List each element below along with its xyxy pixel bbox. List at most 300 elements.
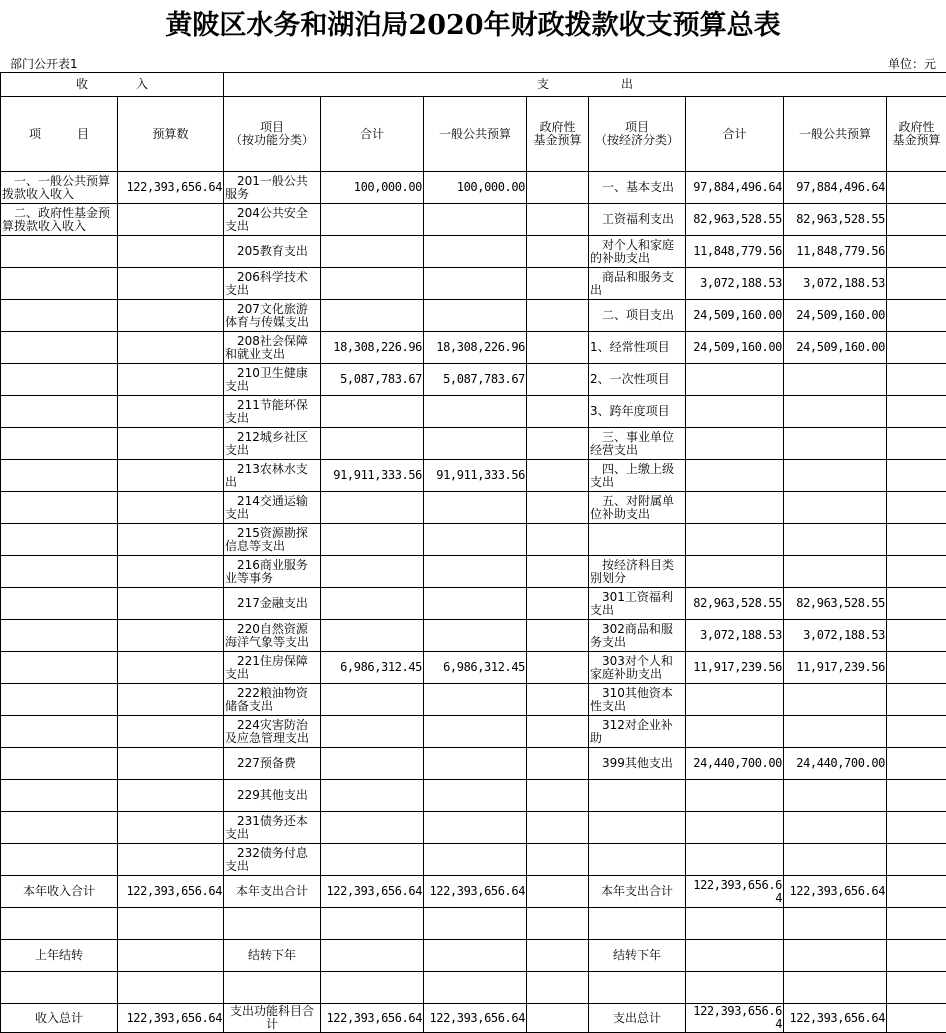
cell-eb: 11,848,779.56 bbox=[686, 236, 784, 268]
cell-fa: 支出功能科目合计 bbox=[224, 1004, 321, 1033]
cell-ec bbox=[784, 940, 887, 972]
cell-ib: 122,393,656.64 bbox=[118, 172, 224, 204]
cell-ed bbox=[887, 428, 946, 460]
cell-ec: 82,963,528.55 bbox=[784, 588, 887, 620]
cell-fc bbox=[424, 812, 527, 844]
table-row bbox=[1, 172, 946, 204]
cell-fd bbox=[527, 812, 589, 844]
cell-eb: 122,393,656.64 bbox=[686, 876, 784, 908]
cell-ed bbox=[887, 556, 946, 588]
cell-fc: 5,087,783.67 bbox=[424, 364, 527, 396]
total-row bbox=[1, 1004, 946, 1033]
cell-ed bbox=[887, 588, 946, 620]
cell-fa: 结转下年 bbox=[224, 940, 321, 972]
cell-ea: 2、一次性项目 bbox=[589, 364, 686, 396]
cell-ea: 301工资福利支出 bbox=[589, 588, 686, 620]
cell-ec bbox=[784, 524, 887, 556]
cell-ia bbox=[1, 780, 118, 812]
cell-fc bbox=[424, 300, 527, 332]
cell-fc bbox=[424, 268, 527, 300]
cell-fd bbox=[527, 332, 589, 364]
table-row bbox=[1, 524, 946, 556]
cell-ia bbox=[1, 684, 118, 716]
cell-ed bbox=[887, 844, 946, 876]
cell-ea: 支出总计 bbox=[589, 1004, 686, 1033]
cell-ib bbox=[118, 204, 224, 236]
cell-ea bbox=[589, 780, 686, 812]
unit-label: 单位：元 bbox=[888, 57, 936, 71]
table-row bbox=[1, 812, 946, 844]
cell-ia bbox=[1, 396, 118, 428]
table-row bbox=[1, 236, 946, 268]
cell-ea: 对个人和家庭的补助支出 bbox=[589, 236, 686, 268]
col-total: 合计 bbox=[321, 97, 424, 172]
cell-fd bbox=[527, 940, 589, 972]
cell-fd bbox=[527, 204, 589, 236]
cell-ea: 1、经常性项目 bbox=[589, 332, 686, 364]
cell-ia bbox=[1, 332, 118, 364]
cell-fc bbox=[424, 492, 527, 524]
cell-fd bbox=[527, 556, 589, 588]
table-row bbox=[1, 652, 946, 684]
cell-fb bbox=[321, 396, 424, 428]
cell-ib bbox=[118, 652, 224, 684]
expense-header: 支 出 bbox=[224, 73, 946, 97]
cell-ec: 11,848,779.56 bbox=[784, 236, 887, 268]
cell-eb: 3,072,188.53 bbox=[686, 620, 784, 652]
cell-ia bbox=[1, 716, 118, 748]
cell-ia bbox=[1, 428, 118, 460]
cell-eb bbox=[686, 908, 784, 940]
cell-fd bbox=[527, 780, 589, 812]
cell-ia bbox=[1, 652, 118, 684]
cell-fd bbox=[527, 268, 589, 300]
cell-ed bbox=[887, 364, 946, 396]
cell-fd bbox=[527, 748, 589, 780]
cell-ed bbox=[887, 940, 946, 972]
cell-eb: 97,884,496.64 bbox=[686, 172, 784, 204]
cell-ed bbox=[887, 268, 946, 300]
col-func-item: 项目 （按功能分类） bbox=[224, 97, 321, 172]
table-row bbox=[1, 268, 946, 300]
cell-eb bbox=[686, 812, 784, 844]
cell-eb: 11,917,239.56 bbox=[686, 652, 784, 684]
cell-ib bbox=[118, 460, 224, 492]
cell-ia: 本年收入合计 bbox=[1, 876, 118, 908]
cell-ec bbox=[784, 812, 887, 844]
cell-ia: 一、一般公共预算拨款收入收入 bbox=[1, 172, 118, 204]
cell-fd bbox=[527, 620, 589, 652]
cell-fa bbox=[224, 972, 321, 1004]
cell-fa: 211节能环保支出 bbox=[224, 396, 321, 428]
cell-fd bbox=[527, 460, 589, 492]
cell-ec: 82,963,528.55 bbox=[784, 204, 887, 236]
cell-eb: 122,393,656.64 bbox=[686, 1004, 784, 1033]
cell-eb: 3,072,188.53 bbox=[686, 268, 784, 300]
cell-fd bbox=[527, 364, 589, 396]
cell-ed bbox=[887, 620, 946, 652]
cell-fa: 本年支出合计 bbox=[224, 876, 321, 908]
cell-ib bbox=[118, 492, 224, 524]
cell-fb bbox=[321, 684, 424, 716]
cell-fb bbox=[321, 524, 424, 556]
cell-ib bbox=[118, 396, 224, 428]
cell-ib bbox=[118, 588, 224, 620]
cell-ea: 303对个人和家庭补助支出 bbox=[589, 652, 686, 684]
cell-fa: 215资源勘探信息等支出 bbox=[224, 524, 321, 556]
cell-ia bbox=[1, 492, 118, 524]
cell-ed bbox=[887, 1004, 946, 1033]
cell-ib bbox=[118, 812, 224, 844]
cell-eb bbox=[686, 556, 784, 588]
cell-fb bbox=[321, 204, 424, 236]
cell-fc bbox=[424, 428, 527, 460]
cell-ec bbox=[784, 972, 887, 1004]
cell-fa: 221住房保障支出 bbox=[224, 652, 321, 684]
cell-ec bbox=[784, 396, 887, 428]
cell-ed bbox=[887, 780, 946, 812]
cell-fb: 18,308,226.96 bbox=[321, 332, 424, 364]
cell-ea: 310其他资本性支出 bbox=[589, 684, 686, 716]
cell-ec bbox=[784, 492, 887, 524]
table-row bbox=[1, 300, 946, 332]
cell-fa: 204公共安全支出 bbox=[224, 204, 321, 236]
cell-ia bbox=[1, 588, 118, 620]
cell-ib bbox=[118, 524, 224, 556]
cell-ed bbox=[887, 300, 946, 332]
cell-fd bbox=[527, 588, 589, 620]
cell-ia bbox=[1, 620, 118, 652]
cell-fd bbox=[527, 908, 589, 940]
cell-ed bbox=[887, 652, 946, 684]
cell-ib bbox=[118, 684, 224, 716]
cell-eb bbox=[686, 460, 784, 492]
cell-fb bbox=[321, 972, 424, 1004]
cell-ib bbox=[118, 940, 224, 972]
cell-fd bbox=[527, 876, 589, 908]
cell-ib bbox=[118, 748, 224, 780]
cell-ec bbox=[784, 780, 887, 812]
cell-eb bbox=[686, 684, 784, 716]
page-title: 黄陂区水务和湖泊局2020年财政拨款收支预算总表 bbox=[0, 6, 946, 46]
cell-fb: 122,393,656.64 bbox=[321, 1004, 424, 1033]
cell-fa bbox=[224, 908, 321, 940]
cell-eb bbox=[686, 716, 784, 748]
cell-ea: 399其他支出 bbox=[589, 748, 686, 780]
cell-fc bbox=[424, 204, 527, 236]
cell-ia bbox=[1, 460, 118, 492]
cell-ia bbox=[1, 268, 118, 300]
cell-ia bbox=[1, 812, 118, 844]
cell-fd bbox=[527, 396, 589, 428]
cell-ea bbox=[589, 812, 686, 844]
cell-ib bbox=[118, 300, 224, 332]
cell-fb bbox=[321, 780, 424, 812]
cell-fc bbox=[424, 972, 527, 1004]
table-row bbox=[1, 492, 946, 524]
cell-ea bbox=[589, 844, 686, 876]
cell-fa: 208社会保障和就业支出 bbox=[224, 332, 321, 364]
cell-fa: 206科学技术支出 bbox=[224, 268, 321, 300]
cell-fd bbox=[527, 428, 589, 460]
cell-fb bbox=[321, 492, 424, 524]
cell-fd bbox=[527, 716, 589, 748]
cell-ia bbox=[1, 300, 118, 332]
cell-fa: 213农林水支出 bbox=[224, 460, 321, 492]
cell-eb bbox=[686, 780, 784, 812]
cell-fa: 212城乡社区支出 bbox=[224, 428, 321, 460]
cell-fb: 5,087,783.67 bbox=[321, 364, 424, 396]
cell-fd bbox=[527, 652, 589, 684]
header-row-1 bbox=[1, 73, 946, 97]
cell-ea: 按经济科目类别划分 bbox=[589, 556, 686, 588]
cell-fd bbox=[527, 236, 589, 268]
cell-fa: 229其他支出 bbox=[224, 780, 321, 812]
cell-fb bbox=[321, 588, 424, 620]
cell-ib: 122,393,656.64 bbox=[118, 1004, 224, 1033]
cell-fd bbox=[527, 1004, 589, 1033]
cell-fb bbox=[321, 620, 424, 652]
cell-fb bbox=[321, 556, 424, 588]
budget-table bbox=[0, 72, 946, 1033]
cell-ec bbox=[784, 556, 887, 588]
cell-fb bbox=[321, 716, 424, 748]
cell-eb: 24,509,160.00 bbox=[686, 300, 784, 332]
cell-fd bbox=[527, 524, 589, 556]
cell-ib bbox=[118, 780, 224, 812]
table-row bbox=[1, 396, 946, 428]
cell-ed bbox=[887, 524, 946, 556]
cell-ec: 11,917,239.56 bbox=[784, 652, 887, 684]
income-header: 收 入 bbox=[1, 73, 224, 97]
cell-fb bbox=[321, 844, 424, 876]
cell-fa: 217金融支出 bbox=[224, 588, 321, 620]
cell-fc: 122,393,656.64 bbox=[424, 1004, 527, 1033]
cell-ia: 上年结转 bbox=[1, 940, 118, 972]
cell-fd bbox=[527, 972, 589, 1004]
cell-fa: 231债务还本支出 bbox=[224, 812, 321, 844]
cell-ea: 本年支出合计 bbox=[589, 876, 686, 908]
header-row-2 bbox=[1, 97, 946, 172]
cell-fa: 232债务付息支出 bbox=[224, 844, 321, 876]
cell-fb bbox=[321, 908, 424, 940]
cell-ea bbox=[589, 972, 686, 1004]
cell-ed bbox=[887, 460, 946, 492]
cell-ib bbox=[118, 364, 224, 396]
cell-ia bbox=[1, 844, 118, 876]
cell-fc bbox=[424, 396, 527, 428]
cell-ia: 收入总计 bbox=[1, 1004, 118, 1033]
cell-ib bbox=[118, 620, 224, 652]
cell-fc bbox=[424, 684, 527, 716]
table-row bbox=[1, 780, 946, 812]
cell-fc bbox=[424, 524, 527, 556]
cell-fb bbox=[321, 268, 424, 300]
total-row bbox=[1, 972, 946, 1004]
cell-fc bbox=[424, 908, 527, 940]
cell-ec bbox=[784, 908, 887, 940]
cell-fa: 214交通运输支出 bbox=[224, 492, 321, 524]
cell-ec: 3,072,188.53 bbox=[784, 620, 887, 652]
cell-ea: 商品和服务支出 bbox=[589, 268, 686, 300]
cell-ed bbox=[887, 684, 946, 716]
form-number: 部门公开表1 bbox=[10, 57, 78, 71]
cell-eb: 82,963,528.55 bbox=[686, 588, 784, 620]
cell-ea: 二、项目支出 bbox=[589, 300, 686, 332]
cell-fc bbox=[424, 588, 527, 620]
cell-fa: 205教育支出 bbox=[224, 236, 321, 268]
cell-eb bbox=[686, 492, 784, 524]
col-income-item: 项 目 bbox=[1, 97, 118, 172]
cell-fc bbox=[424, 236, 527, 268]
cell-ea: 一、基本支出 bbox=[589, 172, 686, 204]
cell-ea: 结转下年 bbox=[589, 940, 686, 972]
cell-fb: 91,911,333.56 bbox=[321, 460, 424, 492]
cell-fb: 6,986,312.45 bbox=[321, 652, 424, 684]
cell-ed bbox=[887, 396, 946, 428]
table-row bbox=[1, 844, 946, 876]
cell-fb bbox=[321, 236, 424, 268]
total-row bbox=[1, 876, 946, 908]
cell-ed bbox=[887, 716, 946, 748]
cell-ia bbox=[1, 908, 118, 940]
table-row bbox=[1, 748, 946, 780]
cell-eb bbox=[686, 524, 784, 556]
table-row bbox=[1, 460, 946, 492]
cell-ea: 312对企业补助 bbox=[589, 716, 686, 748]
cell-ed bbox=[887, 172, 946, 204]
cell-ib bbox=[118, 428, 224, 460]
cell-ia bbox=[1, 556, 118, 588]
cell-ea: 四、上缴上级支出 bbox=[589, 460, 686, 492]
cell-eb: 82,963,528.55 bbox=[686, 204, 784, 236]
cell-fc: 122,393,656.64 bbox=[424, 876, 527, 908]
cell-ed bbox=[887, 332, 946, 364]
cell-ec: 3,072,188.53 bbox=[784, 268, 887, 300]
col-fund2: 政府性 基金预算 bbox=[887, 97, 946, 172]
table-row bbox=[1, 332, 946, 364]
cell-eb bbox=[686, 844, 784, 876]
cell-ib bbox=[118, 844, 224, 876]
col-income-budget: 预算数 bbox=[118, 97, 224, 172]
cell-ed bbox=[887, 492, 946, 524]
cell-ea: 三、事业单位经营支出 bbox=[589, 428, 686, 460]
cell-ib bbox=[118, 236, 224, 268]
cell-ec bbox=[784, 428, 887, 460]
cell-ec bbox=[784, 716, 887, 748]
cell-ea bbox=[589, 524, 686, 556]
cell-fc: 100,000.00 bbox=[424, 172, 527, 204]
cell-ec: 122,393,656.64 bbox=[784, 1004, 887, 1033]
cell-eb: 24,440,700.00 bbox=[686, 748, 784, 780]
cell-ia bbox=[1, 748, 118, 780]
total-row bbox=[1, 908, 946, 940]
cell-fb bbox=[321, 940, 424, 972]
cell-ed bbox=[887, 812, 946, 844]
cell-ia bbox=[1, 524, 118, 556]
cell-ec: 97,884,496.64 bbox=[784, 172, 887, 204]
cell-eb bbox=[686, 972, 784, 1004]
col-general2: 一般公共预算 bbox=[784, 97, 887, 172]
cell-fd bbox=[527, 300, 589, 332]
cell-ed bbox=[887, 972, 946, 1004]
cell-eb: 24,509,160.00 bbox=[686, 332, 784, 364]
col-econ-item: 项目 （按经济分类） bbox=[589, 97, 686, 172]
cell-fb bbox=[321, 300, 424, 332]
cell-fc: 91,911,333.56 bbox=[424, 460, 527, 492]
cell-ec: 24,509,160.00 bbox=[784, 332, 887, 364]
cell-ib bbox=[118, 268, 224, 300]
total-row bbox=[1, 940, 946, 972]
col-general: 一般公共预算 bbox=[424, 97, 527, 172]
table-row bbox=[1, 428, 946, 460]
cell-fa: 207文化旅游体育与传媒支出 bbox=[224, 300, 321, 332]
cell-fb: 122,393,656.64 bbox=[321, 876, 424, 908]
cell-ed bbox=[887, 236, 946, 268]
cell-fd bbox=[527, 684, 589, 716]
table-row bbox=[1, 364, 946, 396]
cell-fa: 220自然资源海洋气象等支出 bbox=[224, 620, 321, 652]
col-total2: 合计 bbox=[686, 97, 784, 172]
cell-ec bbox=[784, 460, 887, 492]
cell-fc bbox=[424, 556, 527, 588]
cell-fd bbox=[527, 172, 589, 204]
cell-ea: 工资福利支出 bbox=[589, 204, 686, 236]
cell-fb bbox=[321, 812, 424, 844]
cell-ec bbox=[784, 844, 887, 876]
cell-ia: 二、政府性基金预算拨款收入收入 bbox=[1, 204, 118, 236]
cell-ec bbox=[784, 364, 887, 396]
cell-eb bbox=[686, 940, 784, 972]
cell-fa: 201一般公共服务 bbox=[224, 172, 321, 204]
cell-ec: 24,440,700.00 bbox=[784, 748, 887, 780]
cell-fc bbox=[424, 844, 527, 876]
cell-fc bbox=[424, 748, 527, 780]
cell-ed bbox=[887, 876, 946, 908]
cell-ib bbox=[118, 332, 224, 364]
table-row bbox=[1, 204, 946, 236]
cell-fb bbox=[321, 428, 424, 460]
cell-ia bbox=[1, 236, 118, 268]
cell-fc: 6,986,312.45 bbox=[424, 652, 527, 684]
cell-ib: 122,393,656.64 bbox=[118, 876, 224, 908]
table-row bbox=[1, 620, 946, 652]
cell-fd bbox=[527, 492, 589, 524]
cell-ea bbox=[589, 908, 686, 940]
cell-ec: 24,509,160.00 bbox=[784, 300, 887, 332]
cell-fc bbox=[424, 716, 527, 748]
cell-ia bbox=[1, 364, 118, 396]
cell-fc bbox=[424, 620, 527, 652]
cell-fb bbox=[321, 748, 424, 780]
cell-fa: 216商业服务业等事务 bbox=[224, 556, 321, 588]
cell-eb bbox=[686, 428, 784, 460]
cell-fa: 222粮油物资储备支出 bbox=[224, 684, 321, 716]
cell-ec bbox=[784, 684, 887, 716]
table-row bbox=[1, 588, 946, 620]
cell-ib bbox=[118, 972, 224, 1004]
cell-ea: 3、跨年度项目 bbox=[589, 396, 686, 428]
table-row bbox=[1, 556, 946, 588]
cell-ib bbox=[118, 908, 224, 940]
col-fund: 政府性 基金预算 bbox=[527, 97, 589, 172]
cell-eb bbox=[686, 396, 784, 428]
cell-fb: 100,000.00 bbox=[321, 172, 424, 204]
cell-fa: 227预备费 bbox=[224, 748, 321, 780]
table-row bbox=[1, 684, 946, 716]
cell-fa: 224灾害防治及应急管理支出 bbox=[224, 716, 321, 748]
cell-ed bbox=[887, 748, 946, 780]
